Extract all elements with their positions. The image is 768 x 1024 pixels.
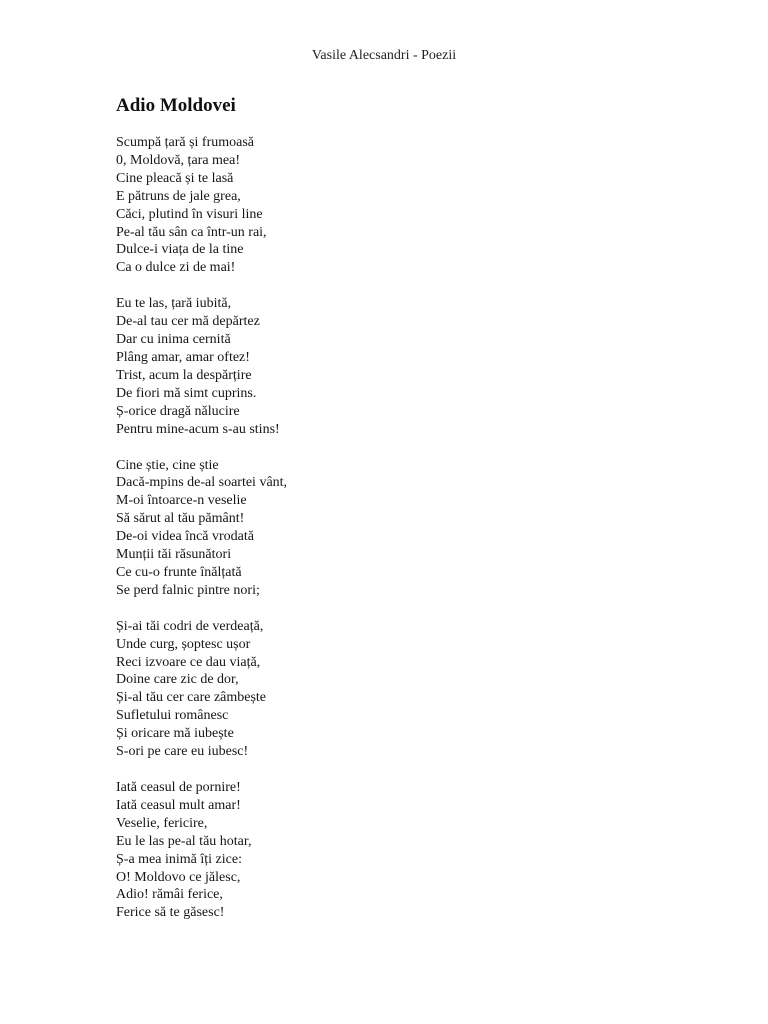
verse-line: Plâng amar, amar oftez! xyxy=(116,349,250,365)
verse-line: Să sărut al tău pământ! xyxy=(116,511,245,527)
verse-line: Sufletului românesc xyxy=(116,708,229,724)
stanza-1 xyxy=(116,134,676,277)
verse-line: Reci izvoare ce dau viață, xyxy=(116,654,261,670)
stanza-2 xyxy=(116,295,676,438)
verse-line: Pentru mine-acum s-au stins! xyxy=(116,421,280,437)
stanza-5 xyxy=(116,779,676,922)
poem-title: Adio Moldovei xyxy=(116,95,236,116)
verse-line: Veselie, fericire, xyxy=(116,815,208,831)
verse-line: Și-ai tăi codri de verdeață, xyxy=(116,618,264,634)
verse-line: De fiori mă simt cuprins. xyxy=(116,385,257,401)
verse-line: Ce cu-o frunte înălțată xyxy=(116,564,242,580)
verse-line: Ferice să te găsesc! xyxy=(116,905,225,921)
verse-line: Eu te las, țară iubită, xyxy=(116,296,232,312)
verse-line: O! Moldovo ce jălesc, xyxy=(116,869,241,885)
verse-line: De-al tau cer mă depărtez xyxy=(116,314,260,330)
verse-line: Doine care zic de dor, xyxy=(116,672,239,688)
verse-line: Cine știe, cine știe xyxy=(116,457,219,473)
poem-body xyxy=(116,134,676,940)
verse-line: Și-al tău cer care zâmbește xyxy=(116,690,267,706)
verse-line: Dulce-i viața de la tine xyxy=(116,242,244,258)
verse-line: Ș-a mea inimă îți zice: xyxy=(116,851,242,867)
verse-line: Și oricare mă iubește xyxy=(116,726,234,742)
verse-line: 0, Moldovă, țara mea! xyxy=(116,152,241,168)
verse-line: Iată ceasul mult amar! xyxy=(116,797,241,813)
verse-line: Dar cu inima cernită xyxy=(116,332,231,348)
verse-line: Dacă-mpins de-al soartei vânt, xyxy=(116,475,288,491)
verse-line: Căci, plutind în visuri line xyxy=(116,206,263,222)
verse-line: Ș-orice dragă nălucire xyxy=(116,403,240,419)
stanza-4 xyxy=(116,618,676,761)
verse-line: Iată ceasul de pornire! xyxy=(116,780,241,795)
verse-line: Cine pleacă și te lasă xyxy=(116,170,234,186)
verse-line: Scumpă țară și frumoasă xyxy=(116,135,255,150)
verse-line: Eu le las pe-al tău hotar, xyxy=(116,833,252,849)
verse-line: S-ori pe care eu iubesc! xyxy=(116,744,249,760)
verse-line: Trist, acum la despărțire xyxy=(116,367,252,383)
verse-line: Ca o dulce zi de mai! xyxy=(116,260,236,276)
verse-line: E pătruns de jale grea, xyxy=(116,188,241,204)
running-header: Vasile Alecsandri - Poezii xyxy=(311,48,457,63)
stanza-3 xyxy=(116,457,676,600)
verse-line: Se perd falnic pintre nori; xyxy=(116,582,260,598)
verse-line: De-oi videa încă vrodată xyxy=(116,529,254,545)
verse-line: M-oi întoarce-n veselie xyxy=(116,493,247,509)
verse-line: Adio! rămâi ferice, xyxy=(116,887,223,903)
verse-line: Unde curg, șoptesc ușor xyxy=(116,636,251,652)
verse-line: Pe-al tău sân ca într-un rai, xyxy=(116,224,267,240)
verse-line: Munții tăi răsunători xyxy=(116,547,232,563)
